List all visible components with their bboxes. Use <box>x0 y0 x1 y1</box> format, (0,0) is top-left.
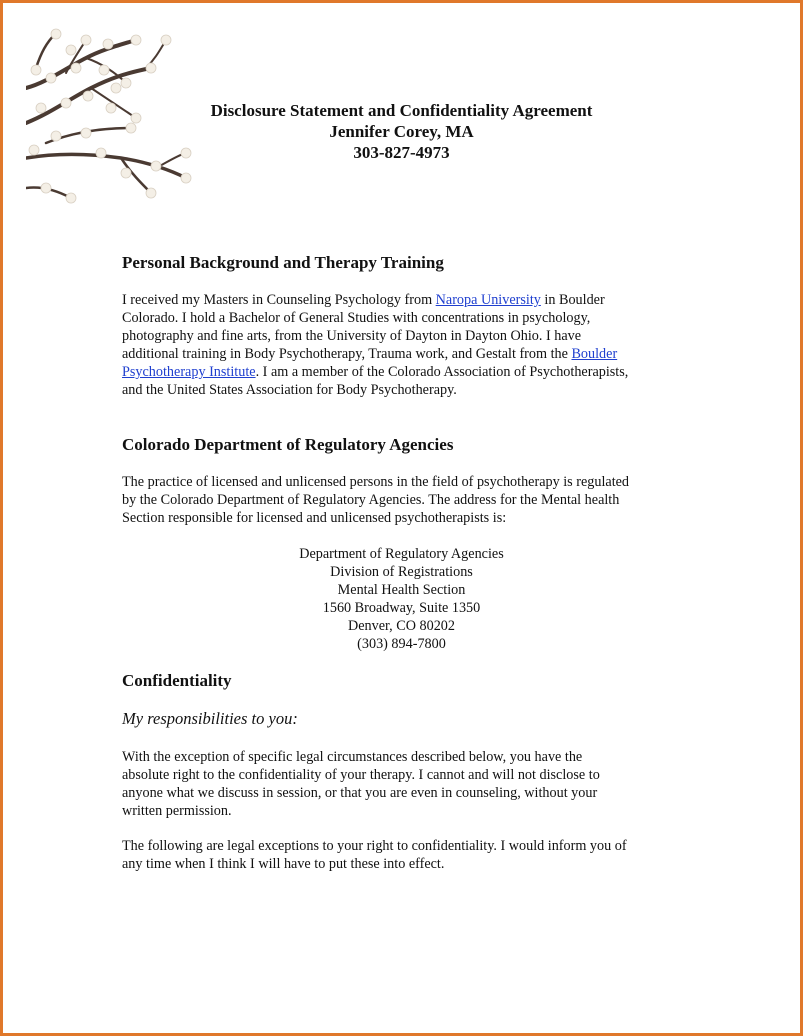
address-line: 1560 Broadway, Suite 1350 <box>322 600 481 616</box>
paragraph-line: Psychotherapy Institute. I am a member of the Colorado Association of Psychotherapists, <box>122 364 629 380</box>
background-heading: Personal Background and Therapy Training <box>122 253 444 272</box>
paragraph-line: Section responsible for licensed and unlicensed psychotherapists is: <box>122 510 507 526</box>
paragraph-line: by the Colorado Department of Regulatory Agencies. The address for the Mental health <box>122 492 620 508</box>
dora-paragraph <box>122 473 692 527</box>
address-line: (303) 894-7800 <box>357 636 446 652</box>
address-line: Division of Registrations <box>330 564 473 580</box>
dora-heading: Colorado Department of Regulatory Agencies <box>122 435 454 454</box>
paragraph-line: The following are legal exceptions to your right to confidentiality. I would inform you of <box>122 838 627 854</box>
paragraph-line: any time when I think I will have to put these into effect. <box>122 856 445 872</box>
responsibilities-subheading: My responsibilities to you: <box>122 709 298 728</box>
author-phone: 303-827-4973 <box>353 143 450 162</box>
dora-address <box>0 545 803 653</box>
paragraph-line: anyone what we discuss in session, or that you are even in counseling, without your <box>122 785 598 801</box>
paragraph-line: photography and fine arts, from the University of Dayton in Dayton Ohio. I have <box>122 328 582 344</box>
confidentiality-paragraph-2 <box>122 837 692 873</box>
paragraph-line: With the exception of specific legal circumstances described below, you have the <box>122 749 583 765</box>
document-title: Disclosure Statement and Confidentiality Agreement <box>210 101 593 120</box>
address-line: Department of Regulatory Agencies <box>299 546 504 562</box>
paragraph-line: Colorado. I hold a Bachelor of General Studies with concentrations in psychology, <box>122 310 591 326</box>
confidentiality-heading: Confidentiality <box>122 671 232 690</box>
paragraph-line: I received my Masters in Counseling Psychology from Naropa University in Boulder <box>122 292 605 308</box>
paragraph-line: written permission. <box>122 803 232 819</box>
paragraph-line: and the United States Association for Body Psychotherapy. <box>122 382 457 398</box>
paragraph-line: absolute right to the confidentiality of your therapy. I cannot and will not disclose to <box>122 767 600 783</box>
boulder-institute-link-part2[interactable]: Psychotherapy Institute <box>122 364 256 380</box>
address-line: Mental Health Section <box>337 582 466 598</box>
paragraph-line: The practice of licensed and unlicensed persons in the field of psychotherapy is regulated <box>122 474 630 490</box>
address-line: Denver, CO 80202 <box>347 618 455 634</box>
confidentiality-paragraph-1 <box>122 748 692 820</box>
background-paragraph <box>122 291 692 399</box>
boulder-institute-link-part1[interactable]: Boulder <box>571 346 618 362</box>
naropa-university-link[interactable]: Naropa University <box>435 292 541 308</box>
paragraph-line: additional training in Body Psychotherapy, Trauma work, and Gestalt from the Boulder <box>122 346 618 362</box>
author-name: Jennifer Corey, MA <box>329 122 474 141</box>
